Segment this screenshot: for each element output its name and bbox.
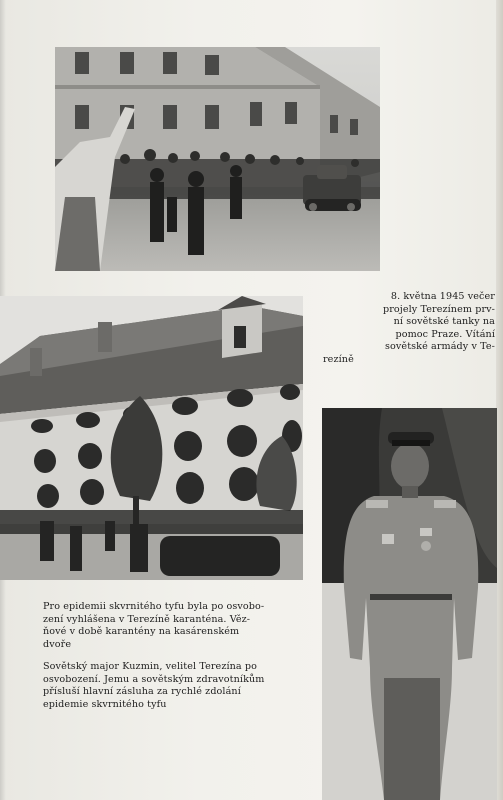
caption-tanks-line: pomoc Praze. Vítání bbox=[395, 328, 495, 340]
caption-quarantine-line: ňové v době karantény na kasárenském bbox=[43, 626, 240, 638]
caption-tanks-line: projely Terezínem prv- bbox=[382, 303, 495, 315]
caption-tanks-line: 8. května 1945 večer bbox=[390, 291, 495, 302]
caption-major bbox=[43, 661, 303, 711]
caption-major-line: Sovětský major Kuzmin, velitel Terezína po bbox=[43, 661, 258, 672]
caption-tanks-line: sovětské armády v Te- bbox=[385, 341, 495, 353]
caption-quarantine bbox=[43, 601, 303, 651]
photo-major-kuzmin bbox=[322, 408, 497, 800]
caption-tanks bbox=[323, 291, 495, 367]
photo-barracks-courtyard bbox=[0, 296, 303, 580]
caption-tanks-line: rezíně bbox=[323, 353, 354, 365]
photo-barracks-image bbox=[0, 296, 303, 580]
caption-tanks-line: ní sovětské tanky na bbox=[393, 316, 495, 328]
photo-major-image bbox=[322, 408, 497, 800]
caption-quarantine-line: dvoře bbox=[43, 638, 72, 650]
caption-major-line: osvobození. Jemu a sovětským zdravotníkům bbox=[43, 673, 265, 685]
caption-major-line: epidemie skvrnitého tyfu bbox=[43, 698, 167, 710]
caption-quarantine-line: Pro epidemii skvrnitého tyfu byla po osvobo- bbox=[43, 601, 265, 612]
photo-tanks-welcome bbox=[55, 47, 380, 271]
photo-tanks-image bbox=[55, 47, 380, 271]
caption-quarantine-line: zení vyhlášena v Terezíně karanténa. Věz- bbox=[43, 613, 251, 625]
caption-major-line: přísluší hlavní zásluha za rychlé zdolání bbox=[43, 686, 241, 698]
page-edge bbox=[496, 0, 503, 800]
